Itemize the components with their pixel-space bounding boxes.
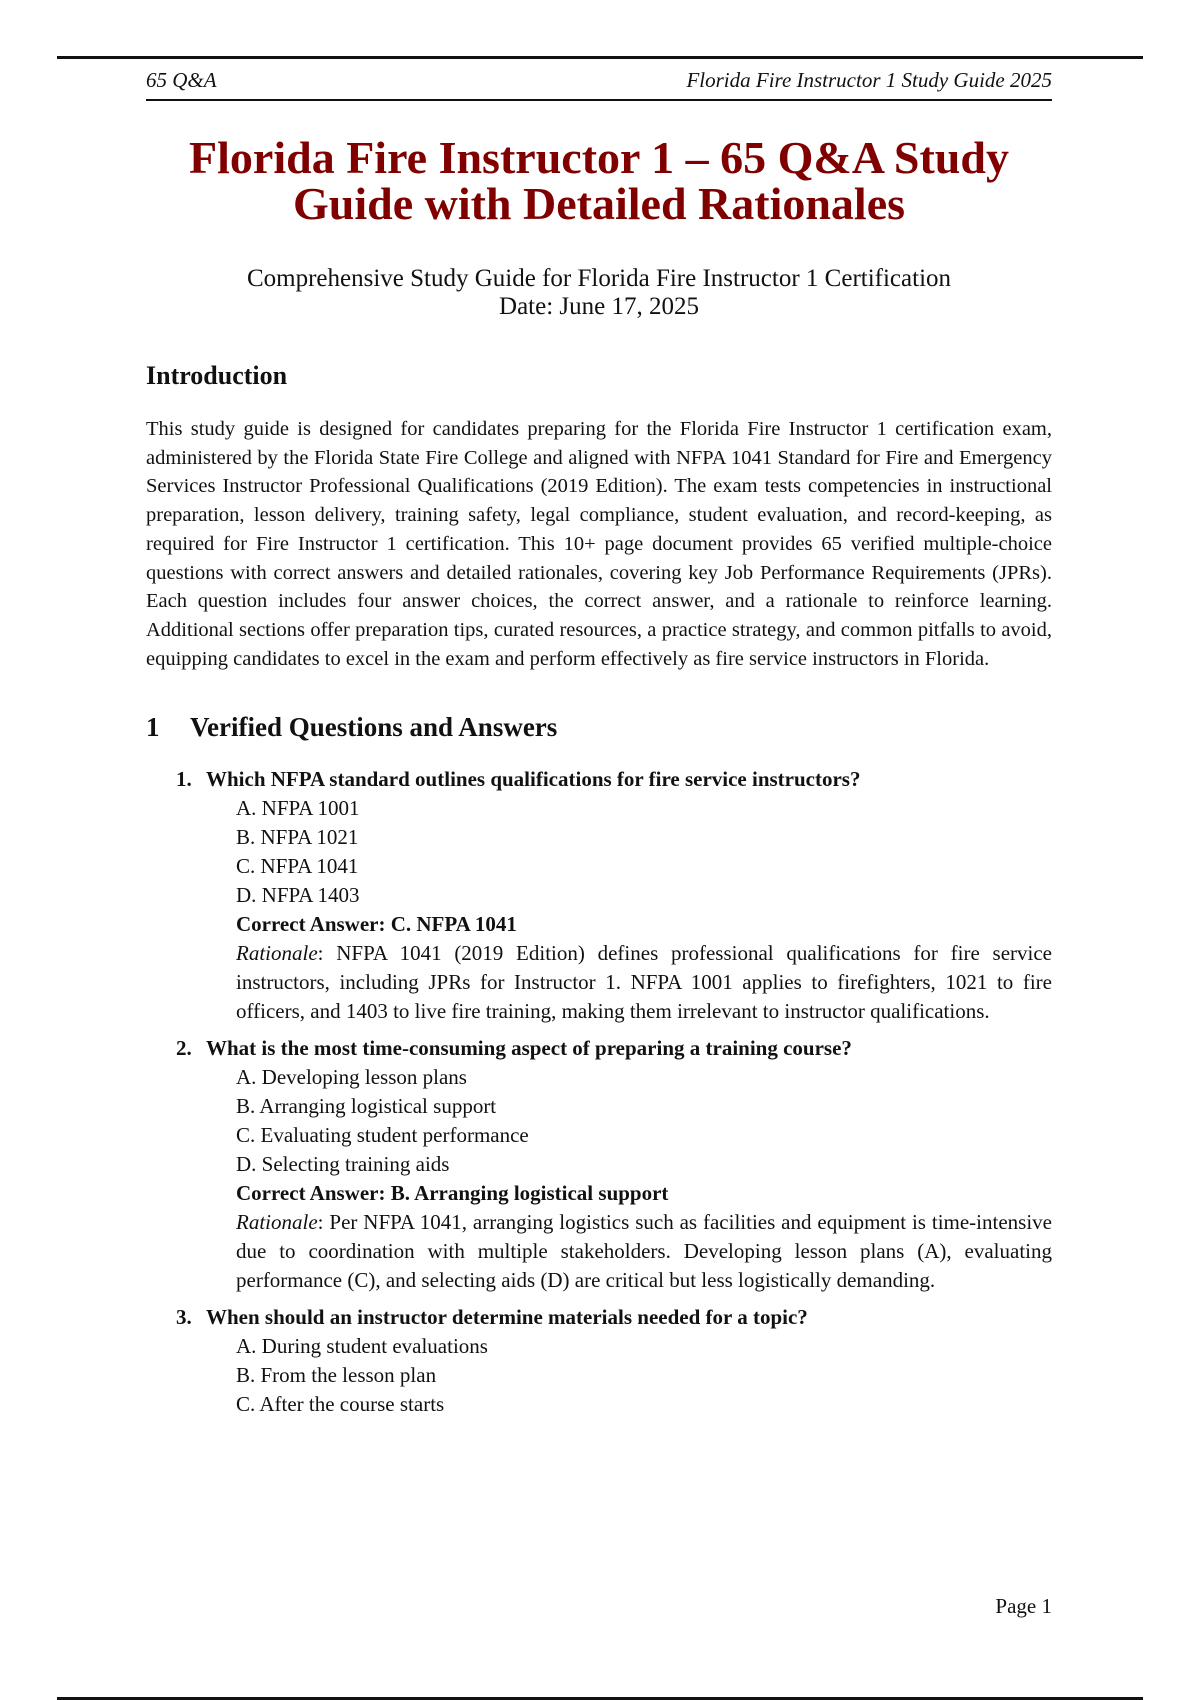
- rationale-text: : Per NFPA 1041, arranging logistics such as facilities and equipment is time-intensive due to coordination with multiple stakeholders. Developing lesson plans (A), evaluating performance (C), and selecting aids (D) are critical but less logistically demanding.: [236, 1210, 1052, 1293]
- section-title: Verified Questions and Answers: [190, 712, 558, 743]
- question-item: [176, 1034, 1052, 1295]
- question-text: When should an instructor determine materials needed for a topic?: [206, 1305, 808, 1330]
- rationale-label: Rationale: [236, 941, 318, 966]
- header-left: 65 Q&A: [146, 68, 217, 92]
- question-number: 1.: [176, 767, 192, 792]
- introduction-heading: Introduction: [146, 361, 288, 390]
- question-item: [176, 1303, 1052, 1419]
- section-number: 1: [146, 712, 160, 743]
- answer-option: B. Arranging logistical support: [236, 1094, 497, 1119]
- correct-answer: Correct Answer: C. NFPA 1041: [236, 912, 517, 937]
- rationale-text: : NFPA 1041 (2019 Edition) defines professional qualifications for fire service instructors, including JPRs for Instructor 1. NFPA 1001 applies to firefighters, 1021 to fire officers, and 1403 to live fire training, making them irrelevant to instructor qualifications.: [236, 941, 1052, 1024]
- document-subtitle: [146, 265, 1052, 321]
- title-line-2: Guide with Detailed Rationales: [292, 178, 906, 229]
- title-line-1: Florida Fire Instructor 1 – 65 Q&A Study: [189, 132, 1009, 183]
- question-text: What is the most time-consuming aspect of preparing a training course?: [206, 1036, 852, 1061]
- rationale: [236, 939, 1052, 1026]
- answer-option: B. NFPA 1021: [236, 825, 359, 850]
- question-list: [146, 765, 1052, 1419]
- correct-answer: Correct Answer: B. Arranging logistical support: [236, 1181, 669, 1206]
- answer-option: C. NFPA 1041: [236, 854, 359, 879]
- answer-option: A. Developing lesson plans: [236, 1065, 467, 1090]
- answer-option: D. NFPA 1403: [236, 883, 360, 908]
- document-page: [146, 64, 1052, 1427]
- rationale: [236, 1208, 1052, 1295]
- question-number: 2.: [176, 1036, 192, 1061]
- running-header: [146, 64, 1052, 101]
- document-date: Date: June 17, 2025: [499, 293, 699, 320]
- subtitle-line-1: Comprehensive Study Guide for Florida Fire Instructor 1 Certification: [246, 265, 952, 292]
- question-text: Which NFPA standard outlines qualifications for fire service instructors?: [206, 767, 861, 792]
- question-number: 3.: [176, 1305, 192, 1330]
- answer-option: C. Evaluating student performance: [236, 1123, 529, 1148]
- answer-option: A. During student evaluations: [236, 1334, 488, 1359]
- top-page-rule: [57, 56, 1143, 59]
- introduction-text: This study guide is designed for candidates preparing for the Florida Fire Instructor 1 certification exam, administered by the Florida State Fire College and aligned with NFPA 1041 Standard for Fire and Emergency Services Instructor Professional Qualifications (2019 Edition). The exam tests competencies in instructional preparation, lesson delivery, training safety, legal compliance, student evaluation, and record-keeping, as required for Fire Instructor 1 certification. This 10+ page document provides 65 verified multiple-choice questions with correct answers and detailed rationales, covering key Job Performance Requirements (JPRs). Each question includes four answer choices, the correct answer, and a rationale to reinforce learning. Additional sections offer preparation tips, curated resources, a practice strategy, and common pitfalls to avoid, equipping candidates to excel in the exam and perform effectively as fire service instructors in Florida.: [146, 418, 1052, 670]
- answer-option: A. NFPA 1001: [236, 796, 360, 821]
- rationale-label: Rationale: [236, 1210, 318, 1235]
- header-right: Florida Fire Instructor 1 Study Guide 2025: [686, 68, 1052, 92]
- answer-option: C. After the course starts: [236, 1392, 445, 1417]
- answer-option: D. Selecting training aids: [236, 1152, 450, 1177]
- page-number: Page 1: [995, 1594, 1052, 1618]
- document-title: [146, 132, 1052, 229]
- question-item: [176, 765, 1052, 1026]
- section-heading: [146, 711, 1052, 743]
- answer-option: B. From the lesson plan: [236, 1363, 437, 1388]
